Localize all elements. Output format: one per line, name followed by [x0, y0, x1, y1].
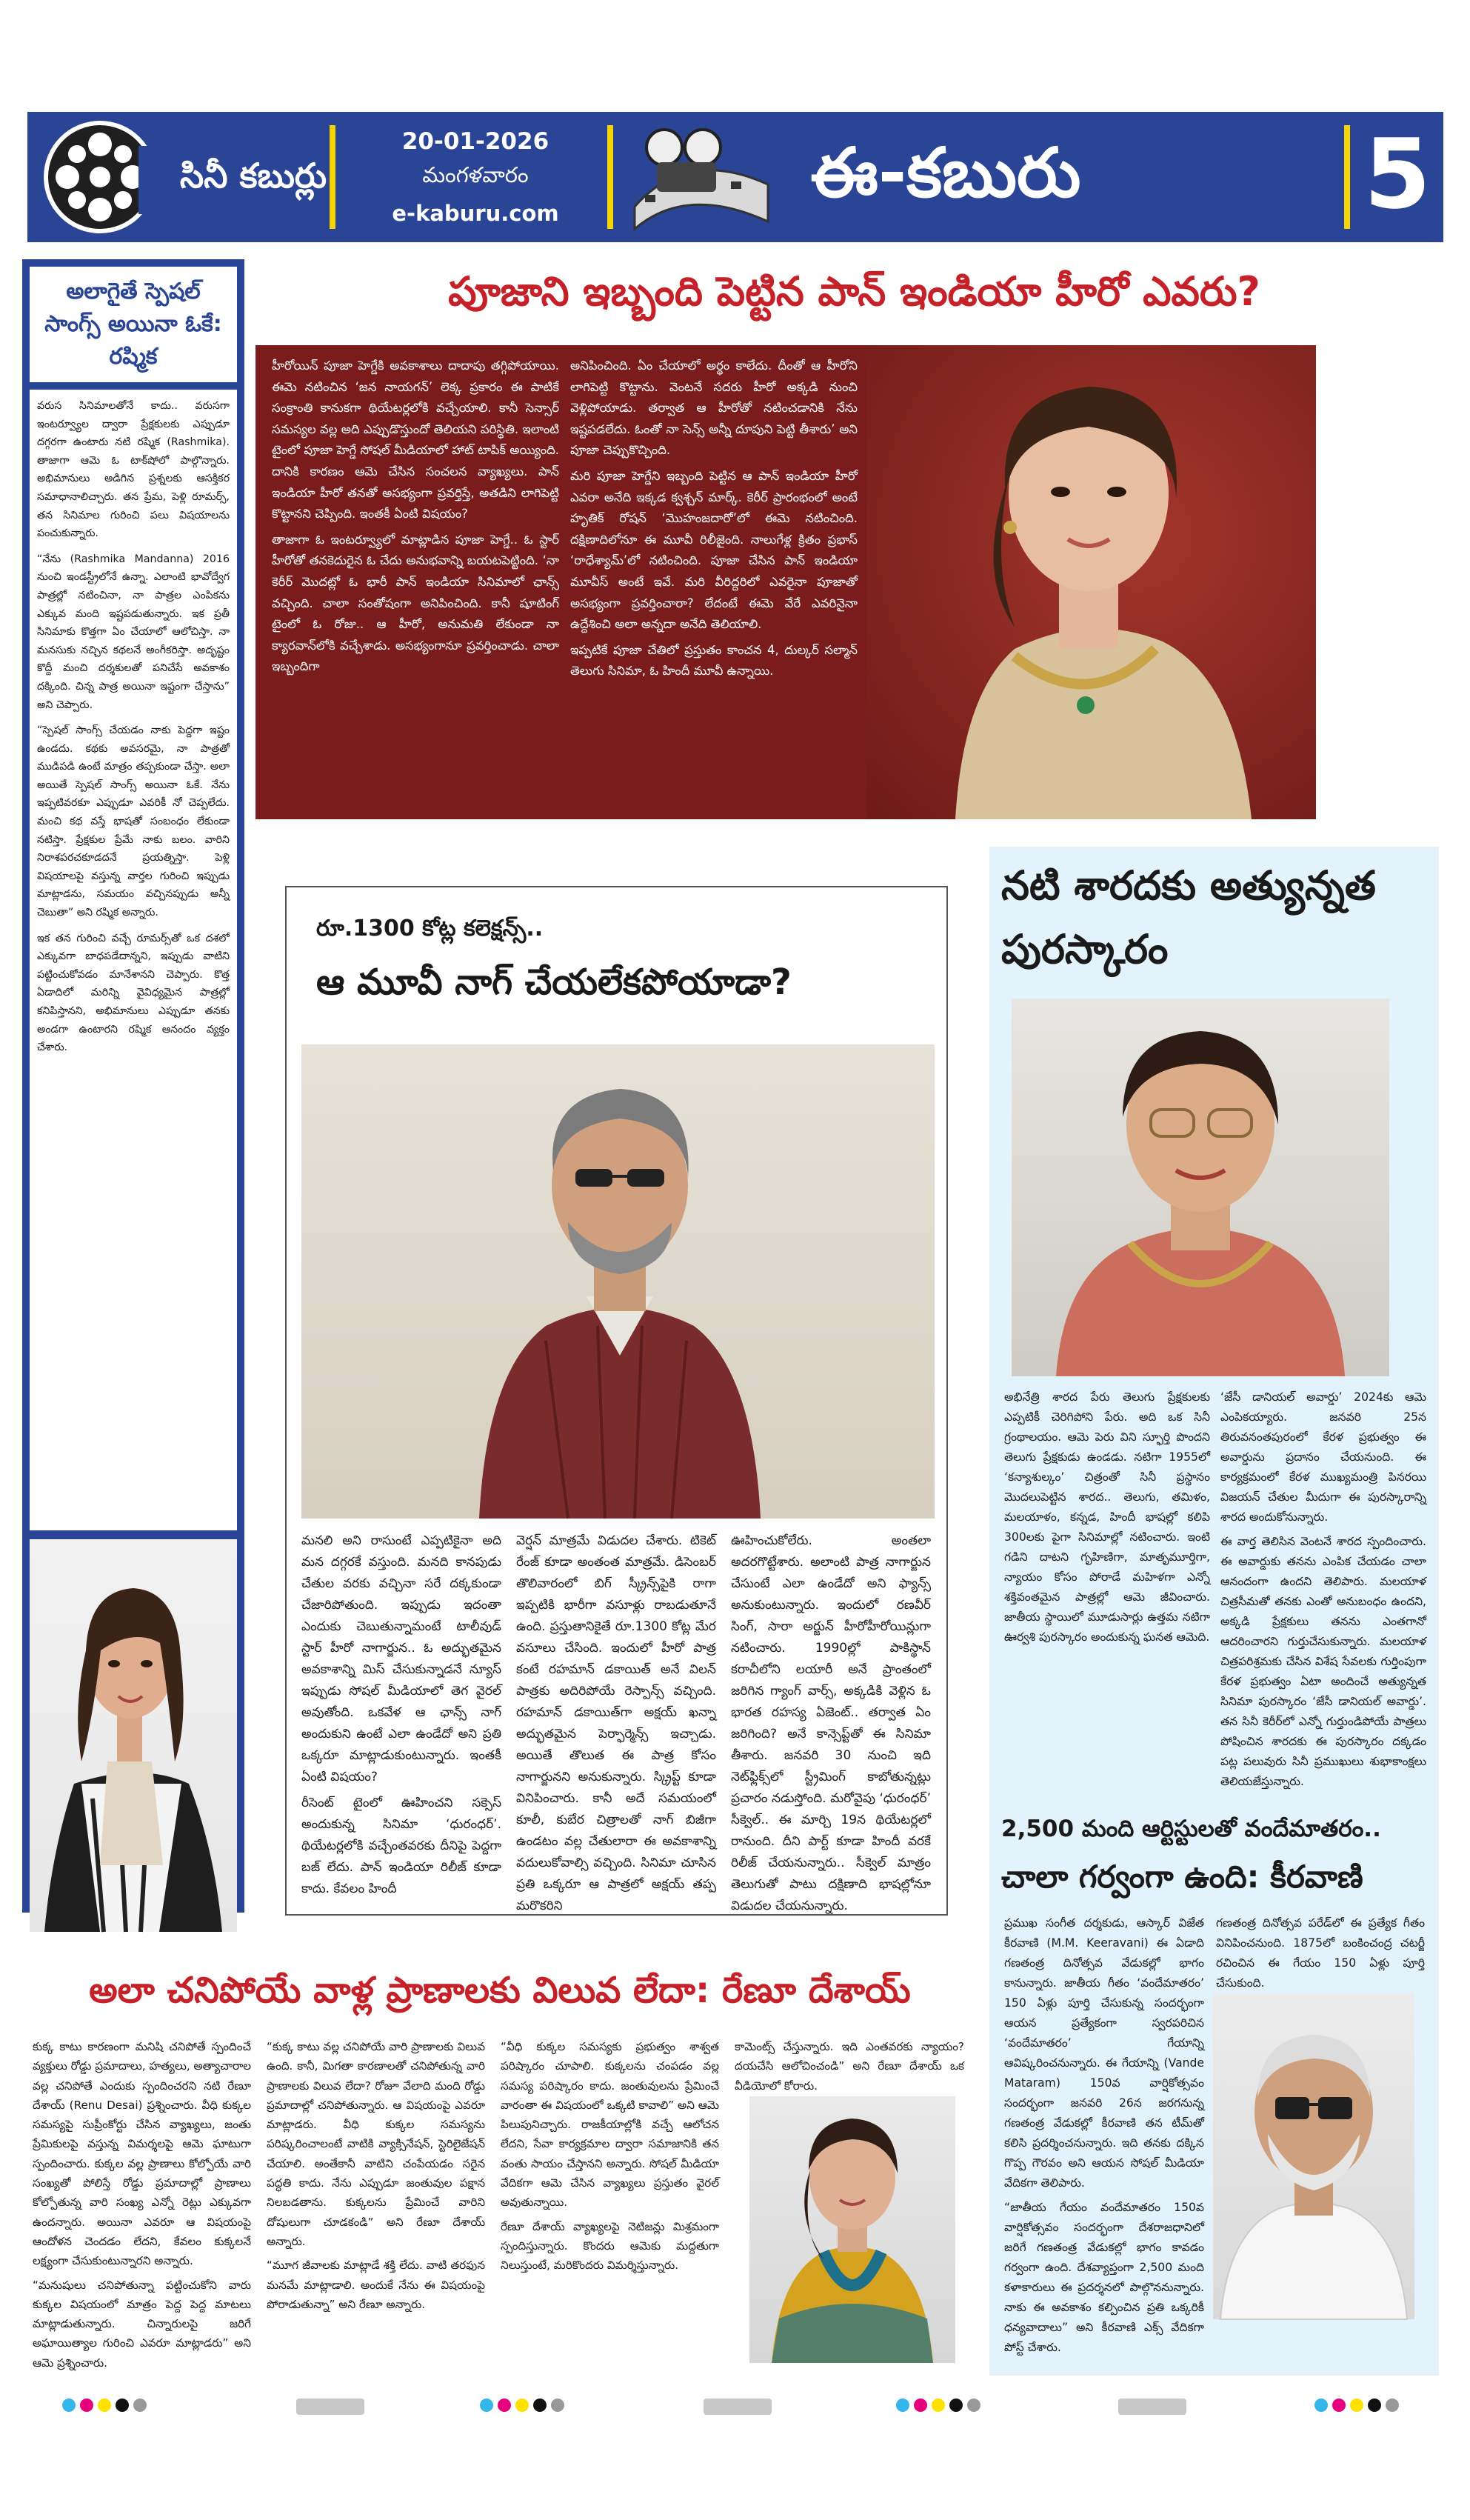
keeravani-paragraph: “జాతీయ గేయం వందేమాతరం 150వ వార్షికోత్సవం సందర్భంగా దేశరాజధానిలో జరిగే గణతంత్ర వేడుకల్లో భాగం కావడం గర్వంగా ఉంది. దేశవ్యాప్తంగా 2,500 మంది కళాకారులు ఈ ప్రదర్శనలో పాల్గొననున్నారు. నాకు ఈ అవకాశం కల్పించిన ప్రతి ఒక్కరికీ ధన్యవాదాలు” అని కీరవాణి ఎక్స్ వేదికగా పోస్ట్ చేశారు. [1004, 2201, 1204, 2354]
pooja-column-2 [570, 356, 858, 809]
film-camera-icon [620, 118, 775, 236]
pooja-column-1 [272, 356, 559, 809]
keeravani-column-1 [1004, 1913, 1204, 2358]
website: e-kaburu.com [392, 201, 559, 226]
page-number: 5 [1363, 118, 1431, 230]
renu-paragraph: “కుక్క కాటు వల్ల చనిపోయే వారి ప్రాణాలకు విలువ ఉంది. కానీ, మిగతా కారణాలతో చనిపోతున్న వారి ప్రాణాలకు విలువ లేదా? రోజూ వేలాది మంది రోడ్డు ప్రమాదాల్లో చనిపోతున్నారు. ఆ విషయంపై ఎవరూ మాట్లాడరు. వీధి కుక్కల సమస్యను పరిష్కరించాలంటే వాటికి వ్యాక్సినేషన్, స్టెరిలైజేషన్ చేయాలి. అంతేకానీ వాటిని చంపేయడం సరైన పద్ధతి కాదు. నేను ఎప్పుడూ జంతువుల పక్షాన నిలబడతాను. కుక్కలను ప్రేమించే వారిని దోషులుగా చూడకండి” అని రేణూ దేశాయ్ అన్నారు. [267, 2040, 485, 2248]
sidebar-headline-box [30, 267, 237, 382]
right-box [989, 847, 1439, 2376]
nag-story [285, 886, 948, 1916]
sharada-column-1 [1004, 1387, 1210, 1802]
registration-bar [704, 2399, 772, 2415]
pooja-paragraph: తాజాగా ఓ ఇంటర్వ్యూలో మాట్లాడిన పూజా హెగ్డే.. ఓ స్టార్ హీరోతో తనకెదురైన ఓ చేదు అనుభవాన్ని బయటపెట్టింది. ‘నా కెరీర్ మొదట్లో ఓ భారీ పాన్ ఇండియా సినిమాలో ఛాన్స్ వచ్చింది. చాలా సంతోషంగా అనిపించింది. కానీ షూటింగ్ టైంలో ఓ రోజు.. ఆ హీరో, అనుమతి లేకుండా నా క్యారవాన్‌లోకి వచ్చేశాడు. అసభ్యంగానూ ప్రవర్తించాడు. చాలా ఇబ్బందిగా [272, 532, 559, 674]
sidebar-paragraph: “నేను (Rashmika Mandanna) 2016 నుంచి ఇండస్ట్రీలోనే ఉన్నా. ఎలాంటి భావోద్వేగ పాత్రల్లో నటించినా, నా పాత్రల ఎంపికను ఎక్కువ మంది ఇష్టపడుతున్నారు. ఇక ప్రతీ సినిమాకు కొత్తగా ఏం చేయాలో ఆలోచిస్తా. నా మనసుకు నచ్చిన కథలనే అంగీకరిస్తా. అదృష్టం కొద్దీ మంచి దర్శకులతో పనిచేసే అవకాశం దక్కింది. చిన్న పాత్ర అయినా ఇష్టంగా చేస్తాను” అని చెప్పారు. [37, 553, 230, 711]
nag-column-3 [731, 1530, 931, 1913]
sharada-paragraph: ఈ వార్త తెలిసిన వెంటనే శారద స్పందించారు. ఈ అవార్డుకు తనను ఎంపిక చేయడం చాలా ఆనందంగా ఉందని తెలిపారు. మలయాళ చిత్రసీమతో తనకు ఎంతో అనుబంధం ఉందని, అక్కడి ప్రేక్షకులు తనను ఎంతగానో ఆదరించారని గుర్తుచేసుకున్నారు. మలయాళ చిత్రపరిశ్రమకు చేసిన విశేష సేవలకు గుర్తింపుగా కేరళ ప్రభుత్వం ఏటా అందించే అత్యున్నత సినిమా పురస్కారం ‘జేసీ డానియల్ అవార్డు’. తన సినీ కెరీర్‌లో ఎన్నో గుర్తుండిపోయే పాత్రలు పోషించిన శారదకు ఈ పురస్కారం దక్కడం పట్ల పలువురు సినీ ప్రముఖులు శుభాకాంక్షలు తెలియజేస్తున్నారు. [1220, 1535, 1426, 1788]
keeravani-column-2 [1216, 1913, 1425, 1990]
renu-paragraph: కామెంట్స్ చేస్తున్నారు. ఇది ఎంతవరకు న్యాయం? దయచేసి ఆలోచించండి” అని రేణూ దేశాయ్ ఒక వీడియోలో కోరారు. [735, 2040, 964, 2093]
rashmika-photo [30, 1539, 237, 1932]
pooja-photo [866, 345, 1316, 819]
nag-column-1 [301, 1530, 501, 1907]
keeravani-photo [1213, 1993, 1414, 2319]
weekday: మంగళవారం [422, 162, 529, 187]
nag-paragraph: ఊహించుకోలేరు. అంతలా అదరగొట్టేశారు. అలాంటి పాత్ర నాగార్జున చేసుంటే ఎలా ఉండేదో అని ఫ్యాన్స్ అనుకుంటున్నారు. ఇందులో రణవీర్ సింగ్, సారా అర్జున్ హీరోహీరోయిన్లుగా నటించారు. 1990ల్లో పాకిస్థాన్ కరాచీలోని లయారీ అనే ప్రాంతంలో జరిగిన గ్యాంగ్ వార్స్, అక్కడికి వెళ్లిన ఓ భారత రహస్య ఏజెంట్.. తర్వాత ఏం జరిగింది? అనే కాన్సెప్ట్‌తో ఈ సినిమా తీశారు. జనవరి 30 నుంచి ఇది నెట్‌ఫ్లిక్స్‌లో స్ట్రీమింగ్ కాబోతున్నట్లు ప్రచారం నడుస్తోంది. మరోవైపు ‘ధురంధర్’ సీక్వెల్.. ఈ మార్చి 19న థియేటర్లలో రానుంది. దీని పార్ట్ కూడా హిందీ వరకే రిలీజ్ చేయనున్నారు.. సీక్వెల్ మాత్రం తెలుగుతో పాటు దక్షిణాది భాషల్లోనూ విడుదల చేయనున్నారు. [731, 1533, 931, 1913]
pooja-paragraph: హీరోయిన్ పూజా హెగ్డేకి అవకాశాలు దాదాపు తగ్గిపోయాయి. ఈమె నటించిన ‘జన నాయగన్’ లెక్క ప్రకారం ఈ పాటికే సంక్రాంతి కానుకగా థియేటర్లలోకి వచ్చేయాలి. కానీ సెన్సార్ సమస్యల వల్ల అది ఎప్పుడొస్తుందో తెలియని పరిస్థితి. ఇలాంటి టైంలో పూజా హెగ్డే సోషల్ మీడియాలో హాట్ టాపిక్ అయ్యింది. దానికి కారణం ఆమె చేసిన సంచలన వ్యాఖ్యలు. పాన్ ఇండియా హీరో తనతో అసభ్యంగా ప్రవర్తిస్తే, అతడిని లాగిపెట్టి కొట్టానని చెప్పింది. ఇంతకీ ఏంటి విషయం? [272, 359, 559, 521]
renu-paragraph: “మనుషులు చనిపోతున్నా పట్టించుకోని వారు కుక్కల విషయంలో మాత్రం పెద్ద పెద్ద మాటలు మాట్లాడుతున్నారు. చిన్నారులపై జరిగే అఘాయిత్యాల గురించి ఎవరూ మాట్లాడరు” అని ఆమె ప్రశ్నించారు. [33, 2278, 251, 2370]
sidebar-headline: అలాగైతే స్పెషల్ సాంగ్స్ అయినా ఓకే: రష్మిక [44, 279, 222, 370]
pooja-headline: పూజాని ఇబ్బంది పెట్టిన పాన్ ఇండియా హీరో ఎవరు? [448, 267, 1260, 315]
registration-marks [1314, 2399, 1399, 2416]
renu-photo [749, 2096, 955, 2363]
pooja-story [255, 345, 1316, 819]
registration-marks [896, 2399, 980, 2416]
registration-bar [1118, 2399, 1186, 2415]
date: 20-01-2026 [401, 128, 549, 155]
nag-paragraph: వెర్షన్ మాత్రమే విడుదల చేశారు. టికెట్ రేంజ్ కూడా అంతంత మాత్రమే. డిసెంబర్ తొలివారంలో బిగ్ స్క్రీన్స్‌పైకి రాగా ఇప్పటికి భారీగా వసూళ్లు రాబడుతూనే ఉంది. ప్రస్తుతానికైతే రూ.1300 కోట్ల మేర వసూలు చేసింది. ఇందులో హీరో పాత్ర కంటే రహమాన్ డకాయిత్ అనే విలన్ పాత్రకు అదిరిపోయే రెస్పాన్స్ వచ్చింది. రహమాన్ డకాయిత్‌గా అక్షయ్ ఖన్నా అద్భుతమైన పెర్ఫార్మెన్స్ ఇచ్చాడు. అయితే తొలుత ఈ పాత్ర కోసం నాగార్జునని అనుకున్నారు. స్క్రిప్ట్ కూడా వినిపించారు. కానీ అదే సమయంలో కూలీ, కుబేర చిత్రాలతో నాగ్ బిజీగా ఉండటం వల్ల చేతులారా ఈ అవకాశాన్ని వదులుకోవాల్సి వచ్చింది. సినిమా చూసిన ప్రతి ఒక్కరూ ఆ పాత్రలో అక్షయ్ తప్ప మరొకరిని [516, 1533, 716, 1913]
nag-kicker: రూ.1300 కోట్ల కలెక్షన్స్.. [316, 916, 544, 941]
sharada-paragraph: ‘జేసీ డానియల్ అవార్డు’ 2024కు ఆమె ఎంపికయ్యారు. జనవరి 25న తిరువనంతపురంలో కేరళ ప్రభుత్వం ఈ అవార్డును ప్రదానం చేయనుంది. ఈ కార్యక్రమంలో కేరళ ముఖ్యమంత్రి పినరయి విజయన్ చేతుల మీదుగా ఈ పురస్కారాన్ని శారద అందుకోనున్నారు. [1220, 1390, 1426, 1524]
sidebar-rashmika [22, 259, 244, 1913]
sharada-photo [1012, 999, 1389, 1376]
nag-paragraph: రీసెంట్ టైంలో ఊహించని సక్సెస్ అందుకున్న సినిమా ‘ధురంధర్’. థియేటర్లలోకి వచ్చేంతవరకు దీనిపై పెద్దగా బజ్ లేదు. పాన్ ఇండియా రిలీజ్ కూడా కాదు. కేవలం హిందీ [301, 1796, 501, 1896]
sharada-headline: నటి శారదకు అత్యున్నత పురస్కారం [1001, 862, 1376, 973]
renu-headline-bar [22, 1961, 978, 2028]
renu-column-4 [735, 2037, 964, 2093]
nag-paragraph: మనలి అని రాసుంటే ఎప్పటికైనా అది మన దగ్గరకే వస్తుంది. మనది కానపుడు చేతుల వరకు వచ్చినా సరే దక్కకుండా చేజారిపోతుంది. ఇప్పుడు ఇదంతా ఎందుకు చెబుతున్నామంటే టాలీవుడ్ స్టార్ హీరో నాగార్జున.. ఓ అద్భుతమైన అవకాశాన్ని మిస్ చేసుకున్నాడనే న్యూస్ ఇప్పుడు సోషల్ మీడియాలో తెగ వైరల్ అవుతోంది. ఒకవేళ ఆ ఛాన్స్ నాగ్ అందుకుని ఉంటే ఎలా ఉండేదో అని ప్రతి ఒక్కరూ మాట్లాడుకుంటున్నారు. ఇంతకీ ఏంటి విషయం? [301, 1533, 501, 1784]
sidebar-paragraph: వరుస సినిమాలతోనే కాదు.. వరుసగా ఇంటర్వ్యూల ద్వారా ప్రేక్షకులకు ఎప్పుడూ దగ్గరగా ఉంటారు నటి రష్మిక (Rashmika). తాజాగా ఆమె ఓ టాక్‌షోలో పాల్గొన్నారు. అభిమానులు అడిగిన ప్రశ్నలకు ఆసక్తికర సమాధానాలిచ్చారు. తన ప్రేమ, పెళ్లి రూమర్స్, తన సినిమాల గురించి పలు విషయాలను పంచుకున్నారు. [37, 400, 230, 540]
renu-column-3 [501, 2037, 719, 2363]
renu-paragraph: రేణూ దేశాయ్ వ్యాఖ్యలపై నెటిజన్లు మిశ్రమంగా స్పందిస్తున్నారు. కొందరు ఆమెకు మద్దతుగా నిలుస్తుంటే, మరికొందరు విమర్శిస్తున్నారు. [501, 2219, 719, 2273]
renu-paragraph: కుక్క కాటు కారణంగా మనిషి చనిపోతే స్పందించే వ్యక్తులు రోడ్డు ప్రమాదాలు, హత్యలు, అత్యాచారాల వల్ల చనిపోతే ఎందుకు స్పందించరని నటి రేణూ దేశాయ్ (Renu Desai) ప్రశ్నించారు. వీధి కుక్కల సమస్యపై సుప్రీంకోర్టు చేసిన వ్యాఖ్యలు, జంతు ప్రేమికులపై వస్తున్న విమర్శలపై ఆమె ఘాటుగా స్పందించారు. కుక్కల వల్ల ప్రాణాలు కోల్పోయే వారి సంఖ్యతో పోలిస్తే రోడ్డు ప్రమాదాల్లో ప్రాణాలు కోల్పోతున్న వారి సంఖ్య ఎన్నో రెట్లు ఎక్కువగా ఉందన్నారు. అయినా ఎవరూ ఆ విషయంపై ఆందోళన చెందడం లేదని, కేవలం కుక్కలనే లక్ష్యంగా చేసుకుంటున్నారని అన్నారు. [33, 2040, 251, 2268]
nag-column-2 [516, 1530, 716, 1913]
masthead [27, 112, 1443, 242]
pooja-paragraph: మరి పూజా హెగ్డేని ఇబ్బంది పెట్టిన ఆ పాన్ ఇండియా హీరో ఎవరా అనేది ఇక్కడ క్వశ్చన్ మార్క్. కెరీర్ ప్రారంభంలో అంటే హృతిక్ రోషన్ ‘మొహంజదారో’లో ఈమె నటించింది. దక్షిణాదిలోనూ ఈ మూవీ రిలీజైంది. నాలుగేళ్ల క్రితం ప్రభాస్ ‘రాధేశ్యామ్’లో నటించింది. పూజా చేసిన పాన్ ఇండియా మూవీస్ అంటే ఇవే. మరి వీరిద్దరిలో ఎవరైనా పూజాతో అసభ్యంగా ప్రవర్తించారా? లేదంటే ఈమె వేరే ఎవరినైనా ఉద్దేశించి అలా అన్నదా అనేది తెలియాలి. [570, 468, 858, 632]
sharada-column-2 [1220, 1387, 1426, 1802]
sidebar-paragraph: “స్పెషల్ సాంగ్స్ చేయడం నాకు పెద్దగా ఇష్టం ఉండదు. కథకు అవసరమై, నా పాత్రతో ముడిపడి ఉంటే మాత్రం తప్పకుండా చేస్తా. అలా అయితే స్పెషల్ సాంగ్స్ అయినా ఓకే. నేను ఇప్పటివరకూ ఎప్పుడూ ఎవరికీ నో చెప్పలేదు. మంచి కథ వస్తే భాషతో సంబంధం లేకుండా నటిస్తా. ప్రేక్షకుల ప్రేమే నాకు బలం. వారిని నిరాశపరచకూడదనే ప్రయత్నిస్తా. పెళ్లి విషయాలపై వస్తున్న వార్తల గురించి ఇప్పుడు మాట్లాడను, సమయం వచ్చినప్పుడు అన్నీ చెబుతా” అని రష్మిక అన్నారు. [37, 724, 230, 919]
nag-headline: ఆ మూవీ నాగ్ చేయలేకపోయాడా? [316, 961, 792, 1003]
renu-column-1 [33, 2037, 251, 2370]
registration-marks [480, 2399, 564, 2416]
pooja-paragraph: ఇప్పటికే పూజా చేతిలో ప్రస్తుతం కాంచన 4, దుల్కర్ సల్మాన్ తెలుగు సినిమా, ఓ హిందీ మూవీ ఉన్నాయి. [570, 642, 858, 679]
pooja-paragraph: అనిపించింది. ఏం చేయాలో అర్థం కాలేదు. దీంతో ఆ హీరోని లాగిపెట్టి కొట్టాను. వెంటనే సదరు హీరో అక్కడి నుంచి వెళ్లిపోయాడు. తర్వాత ఆ హీరోతో నటించడానికి నేను ఇష్టపడలేదు. ఓంతో నా సెన్స్ అన్నీ దూపుని పెట్టి తీశారు’ అని పూజా చెప్పుకొచ్చింది. [570, 359, 858, 458]
sidebar-paragraph: ఇక తన గురించి వచ్చే రూమర్స్‌తో ఒక దశలో ఎక్కువగా బాధపడేదాన్నని, ఇప్పుడు వాటిని పట్టించుకోవడం మానేశానని చెప్పారు. కొత్త ఏడాదిలో మరిన్ని వైవిధ్యమైన పాత్రల్లో కనిపిస్తానని, అభిమానులు ఎప్పుడూ తనకు అండగా ఉంటారని రష్మిక ఆనందం వ్యక్తం చేశారు. [37, 932, 230, 1054]
sharada-paragraph: అభినేత్రి శారద పేరు తెలుగు ప్రేక్షకులకు ఎప్పటికీ చెరిగిపోని పేరు. అది ఒక సినీ గ్రంథాలయం. ఆమె పెరు విని స్ఫూర్తి పొందని తెలుగు ప్రేక్షకుడు ఉండడు. నటిగా 1955లో ‘కన్యాశుల్కం’ చిత్రంతో సినీ ప్రస్థానం మొదలుపెట్టిన శారద.. తెలుగు, తమిళం, మలయాళం, కన్నడ, హిందీ భాషల్లో కలిపి 300లకు పైగా సినిమాల్లో నటించారు. ఇంటి గడిని దాటని గృహిణిగా, మాతృమూర్తిగా, న్యాయం కోసం పోరాడే మహిళగా ఎన్నో శక్తివంతమైన పాత్రల్లో ఆమె జీవించారు. జాతీయ స్థాయిలో మూడుసార్లు ఉత్తమ నటిగా ఊర్వశి పురస్కారం అందుకున్న ఘనత ఆమెది. [1004, 1390, 1210, 1644]
renu-column-2 [267, 2037, 485, 2363]
registration-marks [62, 2399, 147, 2416]
renu-paragraph: “మూగ జీవాలకు మాట్లాడే శక్తి లేదు. వాటి తరఫున మనమే మాట్లాడాలి. అందుకే నేను ఈ విషయంపై పోరాడుతున్నా” అని రేణూ అన్నారు. [267, 2259, 485, 2311]
date-block [353, 128, 598, 226]
keeravani-paragraph: ప్రముఖ సంగీత దర్శకుడు, ఆస్కార్ విజేత కీరవాణి (M.M. Keeravani) ఈ ఏడాది గణతంత్ర దినోత్సవ వేడుకల్లో భాగం కానున్నారు. జాతీయ గీతం ‘వందేమాతరం’ 150 ఏళ్లు పూర్తి చేసుకున్న సందర్భంగా ఆయన ప్రత్యేకంగా స్వరపరిచిన ‘వందేమాతరం’ గేయాన్ని ఆవిష్కరించనున్నారు. ఈ గేయాన్ని (Vande Mataram) 150వ వార్షికోత్సవం సందర్భంగా జనవరి 26న జరగనున్న గణతంత్ర వేడుకల్లో కీరవాణి తన టీమ్‌తో కలిసి ప్రదర్శించనున్నారు. ఇది తనకు దక్కిన గొప్ప గౌరవం అని ఆయన సోషల్ మీడియా వేదికగా తెలిపారు. [1004, 1916, 1204, 2190]
keeravani-headline: చాలా గర్వంగా ఉంది: కీరవాణి [1001, 1859, 1363, 1895]
pooja-headline-bar [255, 256, 1453, 337]
brand-logo: ఈ-కబురు [810, 133, 1081, 213]
keeravani-kicker: 2,500 మంది ఆర్టిస్టులతో వందేమాతరం.. [1001, 1816, 1381, 1842]
keeravani-paragraph: గణతంత్ర దినోత్సవ పరేడ్‌లో ఈ ప్రత్యేక గీతం వినిపించనుంది. 1875లో బంకించంద్ర చటర్జీ రచించిన ఈ గేయం 150 ఏళ్లు పూర్తి చేసుకుంది. [1216, 1916, 1425, 1990]
registration-bar [296, 2399, 364, 2415]
renu-headline: అలా చనిపోయే వాళ్ల ప్రాణాలకు విలువ లేదా: రేణూ దేశాయ్ [89, 1970, 911, 2011]
nag-photo [301, 1044, 935, 1519]
section-logo-text: సినీ కబుర్లు [179, 156, 327, 196]
sidebar-body [30, 390, 237, 1530]
renu-paragraph: “వీధి కుక్కల సమస్యకు ప్రభుత్వం శాశ్వత పరిష్కారం చూపాలి. కుక్కలను చంపడం వల్ల సమస్య పరిష్కారం కాదు. జంతువులను ప్రేమించే వారంతా ఈ విషయంలో ఒక్కటి కావాలి” అని ఆమె పిలుపునిచ్చారు. రాజకీయాల్లోకి వచ్చే ఆలోచన లేదని, సేవా కార్యక్రమాల ద్వారా సమాజానికి తన వంతు సాయం చేస్తానని అన్నారు. సోషల్ మీడియా వేదికగా ఆమె చేసిన వ్యాఖ్యలు ప్రస్తుతం వైరల్ అవుతున్నాయి. [501, 2040, 719, 2210]
